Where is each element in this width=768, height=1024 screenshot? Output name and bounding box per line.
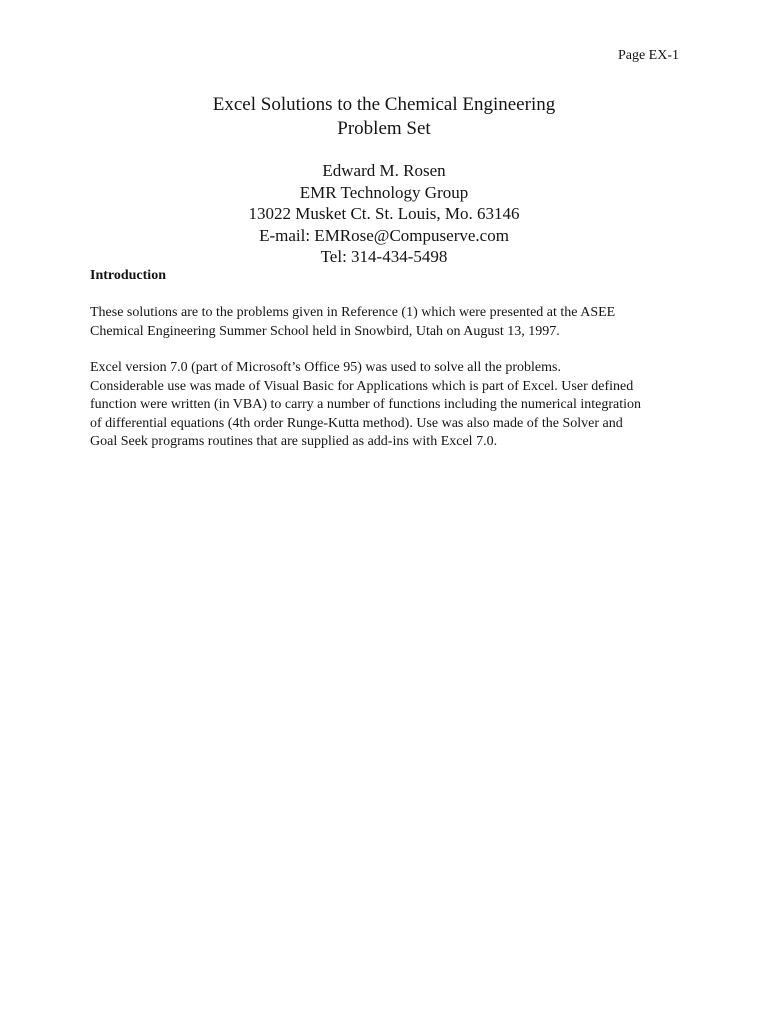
paragraph-line: Excel version 7.0 (part of Microsoft’s Office 95) was used to solve all the problems. xyxy=(90,360,561,375)
section-heading-introduction: Introduction xyxy=(90,268,166,283)
paragraph-line: Goal Seek programs routines that are supplied as add-ins with Excel 7.0. xyxy=(90,434,498,449)
introduction-paragraph xyxy=(90,359,690,452)
title-line: Problem Set xyxy=(337,118,431,139)
author-name: Edward M. Rosen xyxy=(322,161,446,180)
paragraph-line: of differential equations (4th order Runge-Kutta method). Use was also made of the Solver and xyxy=(90,415,623,431)
paragraph-line: Considerable use was made of Visual Basic for Applications which is part of Excel. User defined xyxy=(90,378,634,394)
paragraph-line: These solutions are to the problems given in Reference (1) which were presented at the ASEE xyxy=(90,305,616,320)
author-email: E-mail: EMRose@Compuserve.com xyxy=(259,225,509,245)
paragraph-line: function were written (in VBA) to carry a number of functions including the numerical integration xyxy=(90,397,642,412)
author-organization: EMR Technology Group xyxy=(299,182,469,202)
page-number: Page EX-1 xyxy=(617,48,679,63)
title-line: Excel Solutions to the Chemical Engineering xyxy=(212,94,556,115)
author-phone: Tel: 314-434-5498 xyxy=(320,247,448,266)
document-title xyxy=(0,93,768,141)
author-address: 13022 Musket Ct. St. Louis, Mo. 63146 xyxy=(248,204,520,223)
author-info xyxy=(0,160,768,268)
paragraph-line: Chemical Engineering Summer School held in Snowbird, Utah on August 13, 1997. xyxy=(90,323,560,339)
introduction-paragraph xyxy=(90,304,690,341)
